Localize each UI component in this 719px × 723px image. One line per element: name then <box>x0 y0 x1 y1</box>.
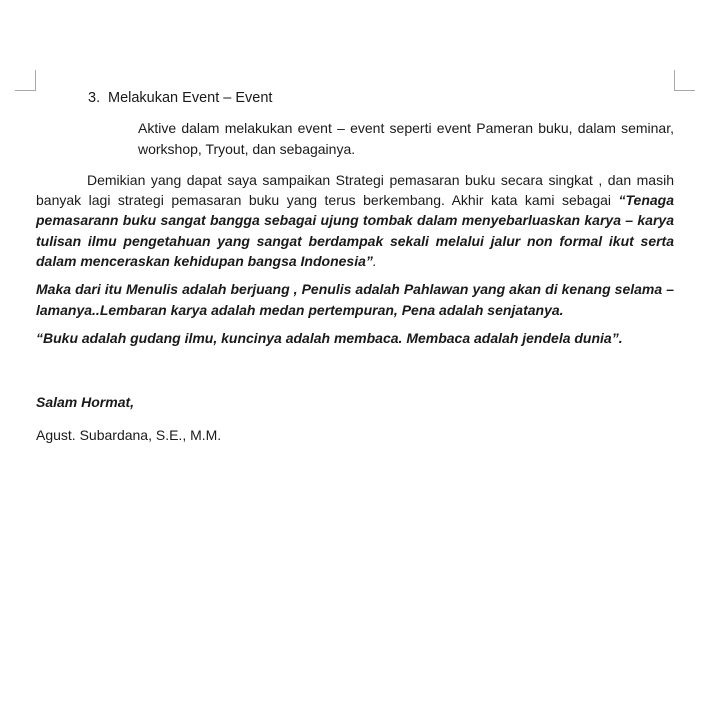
closing-paragraph-quote: “Tenaga pemasarann buku sangat bangga sebagai ujung tombak dalam menyebarluaskan karya – karya tulisan ilmu pengetahuan yang sangat berdampak sekali melalui jalur non formal ikut serta dalam menceraskan kehidupan bangsa Indonesia” <box>36 192 674 270</box>
closing-paragraph <box>36 170 674 271</box>
signoff-name: Agust. Subardana, S.E., M.M. <box>36 426 222 443</box>
writer-quote: Maka dari itu Menulis adalah berjuang , Penulis adalah Pahlawan yang akan di kenang selama – lamanya..Lembaran karya adalah medan pertempuran, Pena adalah senjatanya. <box>36 281 674 318</box>
signoff-greeting: Salam Hormat, <box>36 394 135 411</box>
document-page <box>36 88 674 457</box>
book-quote: “Buku adalah gudang ilmu, kuncinya adalah membaca. Membaca adalah jendela dunia”. <box>36 329 623 346</box>
crop-mark-top-right <box>674 70 695 91</box>
closing-paragraph-text: Demikian yang dapat saya sampaikan Strategi pemasaran buku secara singkat , dan masih banyak lagi strategi pemasaran buku yang terus berkembang. Akhir kata kami sebagai <box>36 171 674 209</box>
crop-mark-top-left <box>15 70 36 91</box>
spacer <box>36 356 674 392</box>
section-heading <box>88 88 674 108</box>
section-number: 3. <box>88 90 101 106</box>
closing-paragraph-end: . <box>372 253 377 270</box>
section-title: Melakukan Event – Event <box>108 90 273 106</box>
section-body: Aktive dalam melakukan event – event seperti event Pameran buku, dalam seminar, workshop, Tryout, dan sebagainya. <box>138 120 674 157</box>
